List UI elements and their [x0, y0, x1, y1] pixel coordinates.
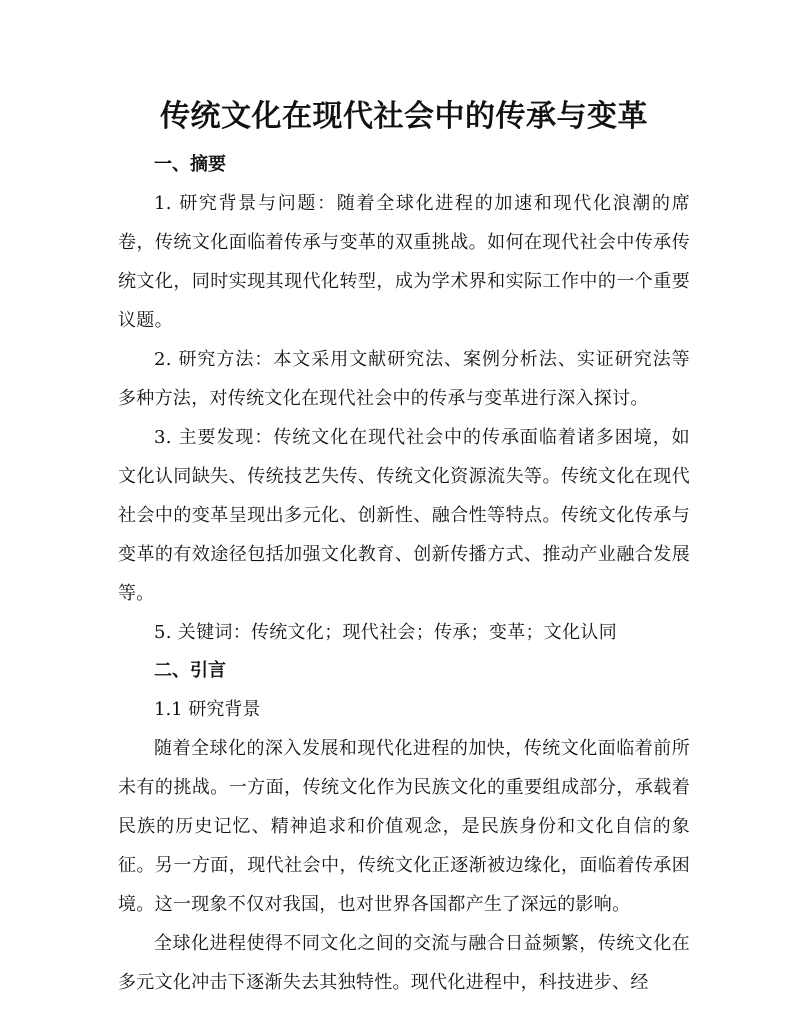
abstract-item-method: 2. 研究方法：本文采用文献研究法、案例分析法、实证研究法等多种方法，对传统文化在现代社会中的传承与变革进行深入探讨。 — [118, 349, 690, 409]
document-title: 传统文化在现代社会中的传承与变革 — [160, 99, 648, 134]
abstract-item-background: 1. 研究背景与问题：随着全球化进程的加速和现代化浪潮的席卷，传统文化面临着传承与变革的双重挑战。如何在现代社会中传承传统文化，同时实现其现代化转型，成为学术界和实际工作中的一个重要议题。 — [118, 193, 690, 331]
abstract-item-findings: 3. 主要发现：传统文化在现代社会中的传承面临着诸多困境，如文化认同缺失、传统技艺失传、传统文化资源流失等。传统文化在现代社会中的变革呈现出多元化、创新性、融合性等特点。传统文化传承与变革的有效途径包括加强文化教育、创新传播方式、推动产业融合发展等。 — [118, 427, 690, 604]
abstract-item-keywords: 5. 关键词：传统文化；现代社会；传承；变革；文化认同 — [154, 622, 617, 643]
intro-sub-heading: 1.1 研究背景 — [154, 699, 261, 720]
abstract-heading: 一、摘要 — [154, 154, 226, 175]
intro-heading: 二、引言 — [154, 660, 226, 681]
intro-paragraph: 全球化进程使得不同文化之间的交流与融合日益频繁，传统文化在多元文化冲击下逐渐失去其独特性。现代化进程中，科技进步、经 — [118, 933, 690, 993]
intro-paragraph: 随着全球化的深入发展和现代化进程的加快，传统文化面临着前所未有的挑战。一方面，传统文化作为民族文化的重要组成部分，承载着民族的历史记忆、精神追求和价值观念，是民族身份和文化自信的象征。另一方面，现代社会中，传统文化正逐渐被边缘化，面临着传承困境。这一现象不仅对我国，也对世界各国都产生了深远的影响。 — [118, 738, 690, 915]
